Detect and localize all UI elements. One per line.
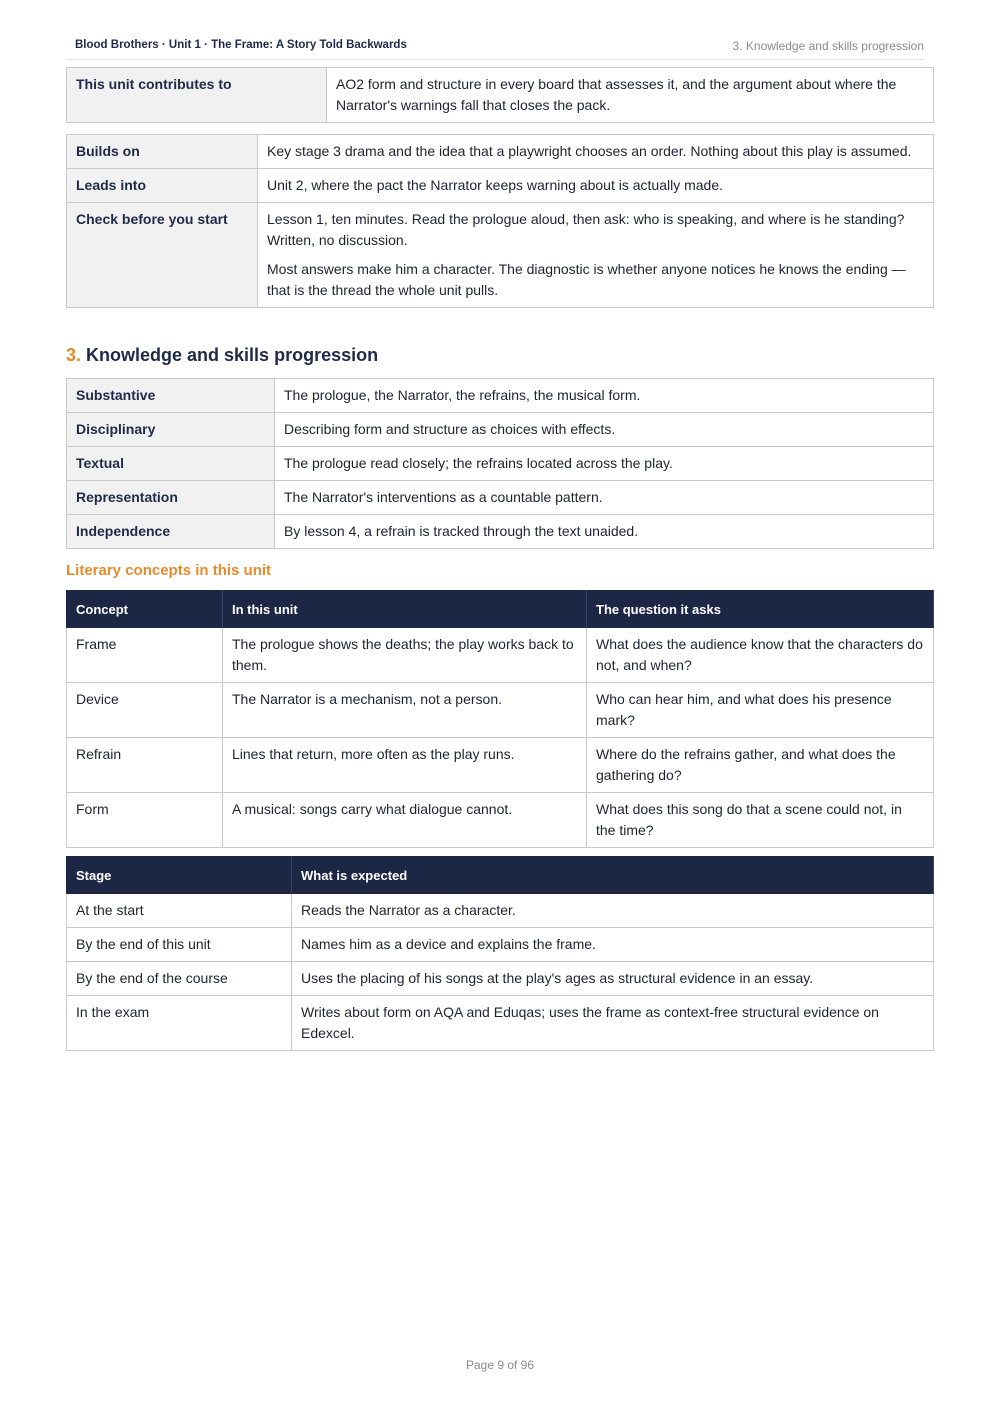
table-row <box>67 203 934 308</box>
table-cell: By the end of the course <box>67 962 292 996</box>
context-label: Leads into <box>67 169 258 203</box>
table-cell: Names him as a device and explains the frame. <box>292 928 934 962</box>
table-cell: By the end of this unit <box>67 928 292 962</box>
column-header: The question it asks <box>587 591 934 628</box>
knowledge-type-value: The prologue read closely; the refrains located across the play. <box>275 447 934 481</box>
section-title: Knowledge and skills progression <box>86 345 379 365</box>
unit-context-table <box>66 134 934 308</box>
stage-expectations-table <box>66 856 934 1051</box>
knowledge-type-value: By lesson 4, a refrain is tracked through the text unaided. <box>275 515 934 549</box>
table-row <box>67 169 934 203</box>
table-cell: Where do the refrains gather, and what does the gathering do? <box>587 738 934 793</box>
table-row <box>67 413 934 447</box>
table-cell: Reads the Narrator as a character. <box>292 894 934 928</box>
context-value <box>258 203 934 308</box>
contribution-value: AO2 form and structure in every board that assesses it, and the argument about where the Narrator's warnings fall that closes the pack. <box>327 68 934 123</box>
contribution-label: This unit contributes to <box>67 68 327 123</box>
table-row <box>67 793 934 848</box>
knowledge-type-label: Disciplinary <box>67 413 275 447</box>
context-paragraph: Unit 2, where the pact the Narrator keeps warning about is actually made. <box>267 177 724 193</box>
literary-concepts-table <box>66 590 934 848</box>
table-row <box>67 894 934 928</box>
table-row <box>67 928 934 962</box>
table-cell: The prologue shows the deaths; the play works back to them. <box>223 628 587 683</box>
table-row <box>67 962 934 996</box>
knowledge-type-value: Describing form and structure as choices with effects. <box>275 413 934 447</box>
context-label: Check before you start <box>67 203 258 308</box>
unit-contribution-table <box>66 67 934 123</box>
table-row <box>67 996 934 1051</box>
table-row <box>67 683 934 738</box>
table-row <box>67 379 934 413</box>
knowledge-type-label: Representation <box>67 481 275 515</box>
table-row <box>67 628 934 683</box>
knowledge-type-label: Independence <box>67 515 275 549</box>
table-row <box>67 738 934 793</box>
table-cell: Refrain <box>67 738 223 793</box>
table-cell: Lines that return, more often as the play runs. <box>223 738 587 793</box>
table-cell: Uses the placing of his songs at the play's ages as structural evidence in an essay. <box>292 962 934 996</box>
context-paragraph: Most answers make him a character. The diagnostic is whether anyone notices he knows the ending — that is the thread the whole unit pulls. <box>267 261 906 298</box>
section-heading <box>66 345 378 366</box>
knowledge-type-value: The prologue, the Narrator, the refrains, the musical form. <box>275 379 934 413</box>
table-header-row <box>67 857 934 894</box>
table-row <box>67 135 934 169</box>
page-number: Page 9 of 96 <box>465 1358 535 1372</box>
table-cell: Who can hear him, and what does his presence mark? <box>587 683 934 738</box>
column-header: Concept <box>67 591 223 628</box>
literary-concepts-heading: Literary concepts in this unit <box>66 562 272 579</box>
context-value <box>258 135 934 169</box>
context-value <box>258 169 934 203</box>
table-cell: What does the audience know that the characters do not, and when? <box>587 628 934 683</box>
column-header: In this unit <box>223 591 587 628</box>
context-paragraph: Key stage 3 drama and the idea that a playwright chooses an order. Nothing about this play is assumed. <box>267 143 912 159</box>
table-cell: Frame <box>67 628 223 683</box>
table-cell: The Narrator is a mechanism, not a person. <box>223 683 587 738</box>
table-cell: Form <box>67 793 223 848</box>
table-row <box>67 68 934 123</box>
section-number: 3. <box>66 345 82 365</box>
table-header-row <box>67 591 934 628</box>
context-paragraph: Lesson 1, ten minutes. Read the prologue aloud, then ask: who is speaking, and where is he standing? Written, no discussion. <box>267 211 905 248</box>
knowledge-type-label: Substantive <box>67 379 275 413</box>
knowledge-type-label: Textual <box>67 447 275 481</box>
knowledge-type-value: The Narrator's interventions as a countable pattern. <box>275 481 934 515</box>
column-header: Stage <box>67 857 292 894</box>
table-cell: Writes about form on AQA and Eduqas; uses the frame as context-free structural evidence on Edexcel. <box>292 996 934 1051</box>
table-cell: What does this song do that a scene could not, in the time? <box>587 793 934 848</box>
table-row <box>67 447 934 481</box>
table-row <box>67 481 934 515</box>
table-cell: A musical: songs carry what dialogue cannot. <box>223 793 587 848</box>
context-label: Builds on <box>67 135 258 169</box>
table-row <box>67 515 934 549</box>
column-header: What is expected <box>292 857 934 894</box>
header-document-title: Blood Brothers · Unit 1 · The Frame: A Story Told Backwards <box>75 39 407 51</box>
table-cell: At the start <box>67 894 292 928</box>
table-cell: In the exam <box>67 996 292 1051</box>
table-cell: Device <box>67 683 223 738</box>
running-header <box>66 37 924 60</box>
header-section-name: 3. Knowledge and skills progression <box>732 39 924 53</box>
knowledge-types-table <box>66 378 934 549</box>
